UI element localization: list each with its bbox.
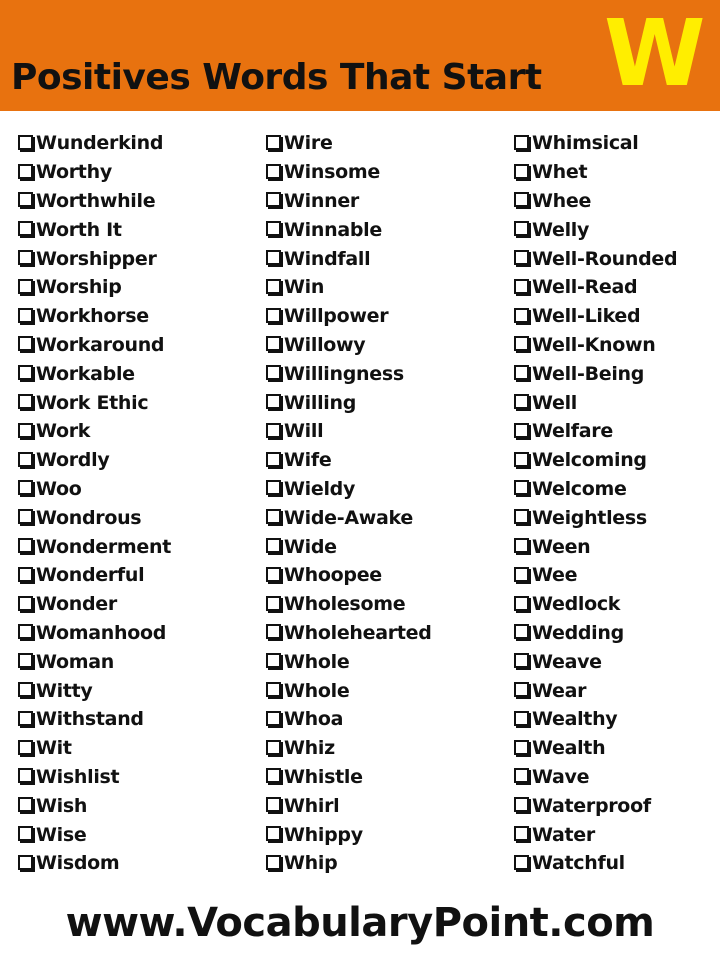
checkbox-icon bbox=[18, 308, 33, 323]
checkbox-icon bbox=[266, 509, 281, 524]
checkbox-icon bbox=[514, 221, 529, 236]
list-item bbox=[266, 187, 506, 216]
checkbox-icon bbox=[18, 423, 33, 438]
word-label: Whoopee bbox=[284, 564, 382, 587]
list-item bbox=[18, 331, 258, 360]
list-item bbox=[266, 849, 506, 878]
header-banner bbox=[0, 0, 720, 111]
list-item bbox=[18, 187, 258, 216]
word-label: Wonder bbox=[36, 593, 117, 616]
checkbox-icon bbox=[266, 423, 281, 438]
word-label: Worship bbox=[36, 276, 122, 299]
list-item bbox=[266, 820, 506, 849]
checkbox-icon bbox=[266, 855, 281, 870]
list-item bbox=[266, 561, 506, 590]
list-item bbox=[514, 302, 720, 331]
checkbox-icon bbox=[266, 567, 281, 582]
checkbox-icon bbox=[266, 768, 281, 783]
word-label: Wisdom bbox=[36, 852, 120, 875]
list-item bbox=[18, 244, 258, 273]
list-item bbox=[514, 187, 720, 216]
word-label: Whole bbox=[284, 650, 350, 673]
checkbox-icon bbox=[514, 624, 529, 639]
word-label: Wide-Awake bbox=[284, 506, 413, 529]
list-item bbox=[18, 388, 258, 417]
list-item bbox=[18, 475, 258, 504]
list-item bbox=[18, 446, 258, 475]
list-item bbox=[266, 215, 506, 244]
word-label: Winner bbox=[284, 189, 359, 212]
checkbox-icon bbox=[514, 394, 529, 409]
checkbox-icon bbox=[266, 135, 281, 150]
word-label: Well bbox=[532, 391, 577, 414]
checkbox-icon bbox=[266, 452, 281, 467]
list-item bbox=[514, 129, 720, 158]
word-column-2 bbox=[266, 129, 506, 878]
word-label: Wee bbox=[532, 564, 578, 587]
checkbox-icon bbox=[514, 538, 529, 553]
list-item bbox=[18, 619, 258, 648]
checkbox-icon bbox=[514, 308, 529, 323]
word-label: Water bbox=[532, 823, 595, 846]
word-label: Wire bbox=[284, 132, 333, 155]
checkbox-icon bbox=[18, 192, 33, 207]
word-label: Winnable bbox=[284, 218, 382, 241]
list-item bbox=[514, 215, 720, 244]
checkbox-icon bbox=[18, 394, 33, 409]
list-item bbox=[514, 359, 720, 388]
checkbox-icon bbox=[266, 596, 281, 611]
checkbox-icon bbox=[266, 480, 281, 495]
checkbox-icon bbox=[266, 279, 281, 294]
list-item bbox=[514, 475, 720, 504]
checkbox-icon bbox=[18, 740, 33, 755]
word-column-3 bbox=[514, 129, 720, 878]
list-item bbox=[266, 475, 506, 504]
list-item bbox=[514, 561, 720, 590]
word-label: Whiz bbox=[284, 737, 335, 760]
checkbox-icon bbox=[18, 365, 33, 380]
checkbox-icon bbox=[266, 653, 281, 668]
word-label: Wealthy bbox=[532, 708, 618, 731]
checkbox-icon bbox=[18, 480, 33, 495]
checkbox-icon bbox=[514, 768, 529, 783]
list-item bbox=[266, 647, 506, 676]
checkbox-icon bbox=[514, 279, 529, 294]
checkbox-icon bbox=[266, 308, 281, 323]
word-label: Whippy bbox=[284, 823, 363, 846]
checkbox-icon bbox=[514, 423, 529, 438]
list-item bbox=[514, 590, 720, 619]
list-item bbox=[18, 647, 258, 676]
list-item bbox=[266, 590, 506, 619]
list-item bbox=[18, 561, 258, 590]
list-item bbox=[514, 417, 720, 446]
word-label: Welly bbox=[532, 218, 590, 241]
list-item bbox=[514, 820, 720, 849]
word-label: Will bbox=[284, 420, 324, 443]
list-item bbox=[18, 849, 258, 878]
list-item bbox=[18, 820, 258, 849]
word-label: Well-Being bbox=[532, 362, 645, 385]
word-label: Workaround bbox=[36, 333, 165, 356]
list-item bbox=[18, 791, 258, 820]
list-item bbox=[266, 244, 506, 273]
word-label: Woman bbox=[36, 650, 114, 673]
list-item bbox=[18, 763, 258, 792]
list-item bbox=[514, 158, 720, 187]
list-item bbox=[514, 503, 720, 532]
word-label: Whistle bbox=[284, 765, 363, 788]
checkbox-icon bbox=[18, 768, 33, 783]
word-label: Well-Known bbox=[532, 333, 656, 356]
list-item bbox=[514, 734, 720, 763]
list-item bbox=[18, 676, 258, 705]
checkbox-icon bbox=[266, 797, 281, 812]
list-item bbox=[514, 446, 720, 475]
checkbox-icon bbox=[514, 192, 529, 207]
list-item bbox=[514, 273, 720, 302]
list-item bbox=[514, 647, 720, 676]
checkbox-icon bbox=[514, 653, 529, 668]
checkbox-icon bbox=[18, 250, 33, 265]
word-label: Wish bbox=[36, 794, 88, 817]
checkbox-icon bbox=[514, 365, 529, 380]
word-label: Well-Liked bbox=[532, 305, 641, 328]
word-label: Workable bbox=[36, 362, 135, 385]
list-item bbox=[266, 705, 506, 734]
list-item bbox=[18, 302, 258, 331]
footer-website[interactable]: www.VocabularyPoint.com bbox=[65, 900, 655, 946]
list-item bbox=[266, 503, 506, 532]
word-label: Wave bbox=[532, 765, 590, 788]
list-item bbox=[266, 532, 506, 561]
word-label: Workhorse bbox=[36, 305, 149, 328]
word-label: Woo bbox=[36, 477, 82, 500]
word-label: Watchful bbox=[532, 852, 625, 875]
word-label: Wedding bbox=[532, 621, 624, 644]
word-label: Well-Read bbox=[532, 276, 638, 299]
checkbox-icon bbox=[18, 797, 33, 812]
checkbox-icon bbox=[514, 682, 529, 697]
checkbox-icon bbox=[514, 711, 529, 726]
word-label: Wide bbox=[284, 535, 337, 558]
checkbox-icon bbox=[18, 135, 33, 150]
word-label: Wholesome bbox=[284, 593, 406, 616]
checkbox-icon bbox=[266, 394, 281, 409]
word-label: Worthy bbox=[36, 161, 112, 184]
list-item bbox=[266, 446, 506, 475]
list-item bbox=[514, 791, 720, 820]
word-label: Witty bbox=[36, 679, 93, 702]
word-label: Waterproof bbox=[532, 794, 651, 817]
checkbox-icon bbox=[266, 250, 281, 265]
list-item bbox=[514, 532, 720, 561]
word-label: Willpower bbox=[284, 305, 389, 328]
list-item bbox=[514, 849, 720, 878]
list-item bbox=[514, 763, 720, 792]
word-label: Work Ethic bbox=[36, 391, 149, 414]
checkbox-icon bbox=[18, 711, 33, 726]
list-item bbox=[18, 705, 258, 734]
checkbox-icon bbox=[18, 855, 33, 870]
word-label: Whip bbox=[284, 852, 338, 875]
list-item bbox=[18, 734, 258, 763]
checkbox-icon bbox=[514, 797, 529, 812]
word-label: Wear bbox=[532, 679, 587, 702]
list-item bbox=[514, 619, 720, 648]
list-item bbox=[266, 734, 506, 763]
word-label: Willowy bbox=[284, 333, 366, 356]
list-item bbox=[266, 417, 506, 446]
list-item bbox=[18, 273, 258, 302]
list-item bbox=[266, 129, 506, 158]
word-label: Ween bbox=[532, 535, 591, 558]
checkbox-icon bbox=[266, 538, 281, 553]
word-label: Whoa bbox=[284, 708, 344, 731]
checkbox-icon bbox=[18, 596, 33, 611]
checkbox-icon bbox=[266, 682, 281, 697]
list-item bbox=[18, 532, 258, 561]
word-label: Whimsical bbox=[532, 132, 639, 155]
checkbox-icon bbox=[18, 826, 33, 841]
word-label: Wife bbox=[284, 449, 332, 472]
word-label: Weightless bbox=[532, 506, 647, 529]
word-label: Whee bbox=[532, 189, 592, 212]
word-label: Wit bbox=[36, 737, 72, 760]
checkbox-icon bbox=[514, 509, 529, 524]
checkbox-icon bbox=[514, 452, 529, 467]
list-item bbox=[18, 158, 258, 187]
word-label: Welcoming bbox=[532, 449, 647, 472]
checkbox-icon bbox=[514, 480, 529, 495]
list-item bbox=[18, 417, 258, 446]
checkbox-icon bbox=[266, 740, 281, 755]
checkbox-icon bbox=[266, 365, 281, 380]
word-label: Worshipper bbox=[36, 247, 157, 270]
checkbox-icon bbox=[18, 653, 33, 668]
list-item bbox=[266, 763, 506, 792]
checkbox-icon bbox=[514, 250, 529, 265]
word-label: Wonderful bbox=[36, 564, 145, 587]
checkbox-icon bbox=[266, 711, 281, 726]
list-item bbox=[514, 676, 720, 705]
checkbox-icon bbox=[266, 221, 281, 236]
checkbox-icon bbox=[18, 221, 33, 236]
word-label: Welcome bbox=[532, 477, 627, 500]
word-label: Wealth bbox=[532, 737, 606, 760]
word-label: Worthwhile bbox=[36, 189, 156, 212]
word-label: Withstand bbox=[36, 708, 144, 731]
word-label: Win bbox=[284, 276, 325, 299]
word-label: Wieldy bbox=[284, 477, 356, 500]
list-item bbox=[266, 676, 506, 705]
word-label: Whet bbox=[532, 161, 588, 184]
checkbox-icon bbox=[514, 567, 529, 582]
checkbox-icon bbox=[514, 826, 529, 841]
word-label: Windfall bbox=[284, 247, 371, 270]
list-item bbox=[266, 359, 506, 388]
checkbox-icon bbox=[266, 624, 281, 639]
checkbox-icon bbox=[18, 279, 33, 294]
checkbox-icon bbox=[266, 826, 281, 841]
word-label: Whirl bbox=[284, 794, 340, 817]
list-item bbox=[266, 388, 506, 417]
word-label: Wise bbox=[36, 823, 87, 846]
word-label: Wordly bbox=[36, 449, 110, 472]
word-label: Wholehearted bbox=[284, 621, 432, 644]
word-label: Weave bbox=[532, 650, 602, 673]
word-label: Worth It bbox=[36, 218, 122, 241]
checkbox-icon bbox=[514, 596, 529, 611]
word-label: Work bbox=[36, 420, 91, 443]
checkbox-icon bbox=[266, 164, 281, 179]
checkbox-icon bbox=[18, 452, 33, 467]
list-item bbox=[18, 129, 258, 158]
checkbox-icon bbox=[18, 538, 33, 553]
word-label: Winsome bbox=[284, 161, 380, 184]
list-item bbox=[266, 273, 506, 302]
list-item bbox=[266, 331, 506, 360]
word-label: Womanhood bbox=[36, 621, 167, 644]
word-label: Wondrous bbox=[36, 506, 142, 529]
page-title: Positives Words That Start bbox=[11, 57, 542, 98]
checkbox-icon bbox=[514, 336, 529, 351]
word-label: Welfare bbox=[532, 420, 613, 443]
checkbox-icon bbox=[18, 682, 33, 697]
checkbox-icon bbox=[514, 164, 529, 179]
header-letter: W bbox=[604, 0, 706, 107]
list-item bbox=[514, 331, 720, 360]
checkbox-icon bbox=[266, 336, 281, 351]
checkbox-icon bbox=[18, 624, 33, 639]
checkbox-icon bbox=[18, 509, 33, 524]
checkbox-icon bbox=[514, 740, 529, 755]
list-item bbox=[18, 215, 258, 244]
word-label: Willing bbox=[284, 391, 357, 414]
checkbox-icon bbox=[514, 135, 529, 150]
list-item bbox=[266, 791, 506, 820]
list-item bbox=[266, 158, 506, 187]
word-label: Wishlist bbox=[36, 765, 120, 788]
word-column-1 bbox=[18, 129, 258, 878]
checkbox-icon bbox=[514, 855, 529, 870]
checkbox-icon bbox=[18, 164, 33, 179]
list-item bbox=[266, 302, 506, 331]
list-item bbox=[514, 705, 720, 734]
word-label: Willingness bbox=[284, 362, 404, 385]
checkbox-icon bbox=[266, 192, 281, 207]
word-label: Well-Rounded bbox=[532, 247, 678, 270]
list-item bbox=[514, 244, 720, 273]
word-label: Wunderkind bbox=[36, 132, 164, 155]
word-label: Whole bbox=[284, 679, 350, 702]
word-label: Wedlock bbox=[532, 593, 621, 616]
list-item bbox=[18, 590, 258, 619]
list-item bbox=[266, 619, 506, 648]
checkbox-icon bbox=[18, 336, 33, 351]
list-item bbox=[18, 359, 258, 388]
list-item bbox=[18, 503, 258, 532]
checkbox-icon bbox=[18, 567, 33, 582]
list-item bbox=[514, 388, 720, 417]
word-label: Wonderment bbox=[36, 535, 172, 558]
